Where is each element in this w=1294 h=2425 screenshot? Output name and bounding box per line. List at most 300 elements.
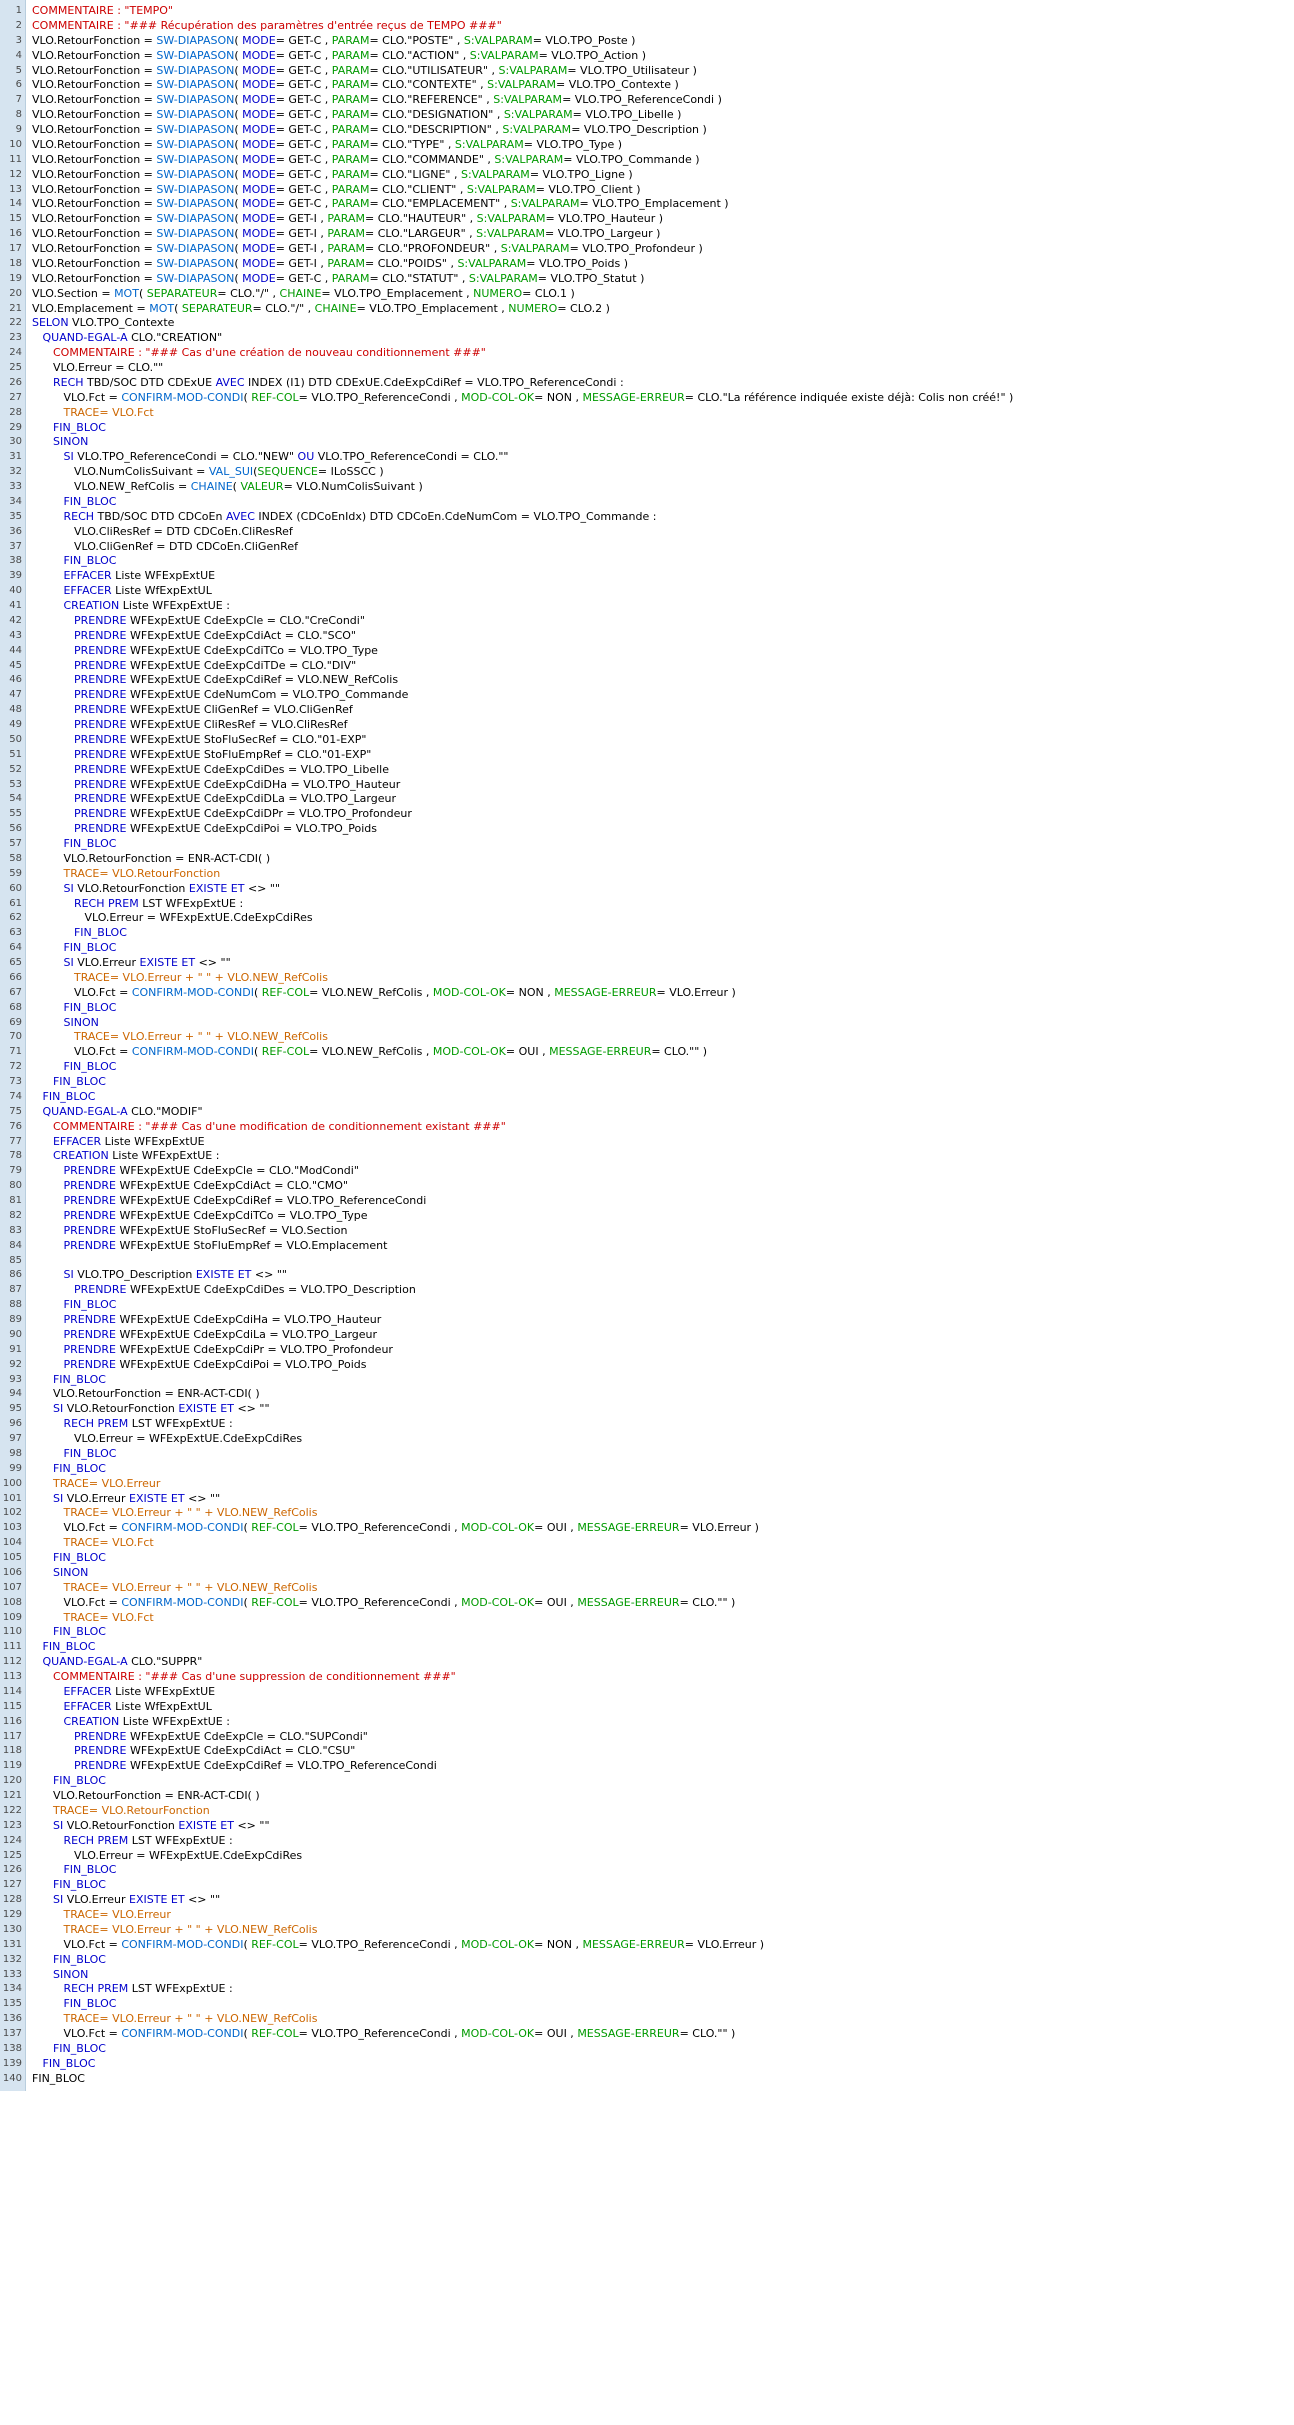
code-line[interactable] bbox=[32, 1432, 1294, 1447]
code-line[interactable] bbox=[32, 168, 1294, 183]
code-line[interactable] bbox=[32, 867, 1294, 882]
code-token-kw: RECH PREM bbox=[63, 1982, 129, 1996]
code-token-pl: VLO.RetourFonction = ENR-ACT-CDI( ) bbox=[32, 851, 271, 865]
code-line[interactable] bbox=[32, 1715, 1294, 1730]
code-token-kw: PRENDRE bbox=[73, 703, 127, 717]
code-line[interactable] bbox=[32, 1640, 1294, 1655]
code-token-pl bbox=[32, 644, 74, 657]
code-line[interactable] bbox=[32, 1120, 1294, 1135]
code-line[interactable] bbox=[32, 450, 1294, 465]
code-line[interactable] bbox=[32, 1254, 1294, 1269]
code-token-fn: SW-DIAPASON bbox=[156, 123, 235, 136]
code-line[interactable] bbox=[32, 316, 1294, 331]
code-line[interactable] bbox=[32, 93, 1294, 108]
code-line[interactable] bbox=[32, 1506, 1294, 1521]
code-line[interactable] bbox=[32, 153, 1294, 168]
code-token-pl bbox=[32, 2057, 43, 2070]
line-number: 80 bbox=[9, 1180, 22, 1192]
code-line[interactable] bbox=[32, 1685, 1294, 1700]
code-token-kw: EFFACER bbox=[63, 1699, 112, 1713]
code-line[interactable] bbox=[32, 986, 1294, 1001]
code-line[interactable] bbox=[32, 1001, 1294, 1016]
code-token-kw: FIN_BLOC bbox=[42, 1089, 96, 1103]
code-token-pl bbox=[32, 1030, 74, 1043]
code-token-kw: SI bbox=[63, 1268, 74, 1282]
code-line[interactable] bbox=[32, 1402, 1294, 1417]
code-line[interactable] bbox=[32, 2012, 1294, 2027]
code-line[interactable] bbox=[32, 2057, 1294, 2072]
code-token-kw: MODE bbox=[242, 256, 276, 270]
code-line[interactable] bbox=[32, 1611, 1294, 1626]
code-line[interactable] bbox=[32, 19, 1294, 34]
code-line[interactable] bbox=[32, 34, 1294, 49]
code-token-par: PARAM bbox=[327, 227, 365, 241]
code-line[interactable] bbox=[32, 1239, 1294, 1254]
code-content[interactable] bbox=[26, 0, 1294, 2091]
line-number: 54 bbox=[9, 793, 22, 805]
code-line[interactable] bbox=[32, 882, 1294, 897]
code-token-kw: MODE bbox=[242, 242, 276, 255]
code-token-kw: SINON bbox=[52, 1967, 89, 1981]
code-line[interactable] bbox=[32, 257, 1294, 272]
code-line[interactable] bbox=[32, 688, 1294, 703]
code-token-par: S:VALPARAM bbox=[476, 212, 546, 226]
code-token-pl bbox=[32, 406, 63, 419]
code-token-pl: <> "" bbox=[184, 1491, 221, 1505]
code-token-par: PARAM bbox=[331, 167, 370, 181]
code-line[interactable] bbox=[32, 406, 1294, 421]
code-token-pl: VLO.Section = bbox=[32, 286, 115, 300]
code-token-kw: MODE bbox=[242, 182, 276, 196]
line-number: 85 bbox=[9, 1254, 22, 1266]
line-number: 23 bbox=[9, 332, 22, 344]
code-token-pl: Liste WFExpExtUE : bbox=[119, 599, 230, 612]
code-line[interactable] bbox=[32, 1209, 1294, 1224]
code-token-pl: ( bbox=[234, 137, 243, 151]
code-token-pl bbox=[32, 1224, 63, 1237]
code-line[interactable] bbox=[32, 1492, 1294, 1507]
code-line[interactable] bbox=[32, 1819, 1294, 1834]
code-token-pl: = VLO.TPO_Profondeur ) bbox=[569, 242, 703, 255]
line-number: 139 bbox=[2, 2057, 22, 2069]
code-token-pl bbox=[32, 1804, 53, 1817]
code-token-kw: SI bbox=[63, 956, 74, 969]
code-line[interactable] bbox=[32, 1893, 1294, 1908]
code-token-pl: WFExpExtUE CdeExpCdiAct = CLO."CMO" bbox=[116, 1179, 348, 1193]
code-token-pl bbox=[32, 1923, 63, 1936]
code-token-kw: MODE bbox=[242, 212, 276, 226]
code-line[interactable] bbox=[32, 435, 1294, 450]
code-token-trc: TRACE= VLO.Erreur + " " + VLO.NEW_RefColis bbox=[73, 1030, 328, 1044]
code-token-pl: VLO.CliGenRef = DTD CDCoEn.CliGenRef bbox=[32, 539, 298, 553]
code-line[interactable] bbox=[32, 1804, 1294, 1819]
code-line[interactable] bbox=[32, 926, 1294, 941]
code-token-pl: ( bbox=[234, 242, 243, 255]
code-line[interactable] bbox=[32, 599, 1294, 614]
code-line[interactable] bbox=[32, 1655, 1294, 1670]
code-token-pl: VLO.RetourFonction = bbox=[32, 152, 157, 166]
line-number: 129 bbox=[2, 1909, 22, 1920]
code-line[interactable] bbox=[32, 346, 1294, 361]
code-token-pl bbox=[32, 569, 63, 582]
code-token-pl: = CLO.2 ) bbox=[557, 301, 610, 315]
code-token-kw: PRENDRE bbox=[73, 628, 127, 642]
code-token-kw: RECH bbox=[63, 509, 95, 523]
code-token-kw: MODE bbox=[242, 227, 276, 241]
code-line[interactable] bbox=[32, 183, 1294, 198]
code-line[interactable] bbox=[32, 1982, 1294, 1997]
code-token-pl bbox=[32, 2042, 53, 2055]
code-token-pl: VLO.Erreur = WFExpExtUE.CdeExpCdiRes bbox=[32, 1848, 303, 1862]
code-line[interactable] bbox=[32, 1759, 1294, 1774]
code-line[interactable] bbox=[32, 1730, 1294, 1745]
code-line[interactable] bbox=[32, 1908, 1294, 1923]
code-line[interactable] bbox=[32, 673, 1294, 688]
code-line[interactable] bbox=[32, 391, 1294, 406]
code-token-pl: WFExpExtUE CdeExpCle = CLO."SUPCondi" bbox=[126, 1729, 368, 1743]
code-token-kw: PRENDRE bbox=[73, 643, 127, 657]
code-token-kw: PRENDRE bbox=[63, 1194, 117, 1207]
code-token-pl bbox=[32, 1239, 63, 1252]
code-line[interactable] bbox=[32, 941, 1294, 956]
line-number: 56 bbox=[9, 823, 22, 835]
code-line[interactable] bbox=[32, 1313, 1294, 1328]
code-line[interactable] bbox=[32, 1447, 1294, 1462]
code-token-pl bbox=[32, 1179, 63, 1192]
code-line[interactable] bbox=[32, 911, 1294, 926]
code-token-par: SEPARATEUR bbox=[146, 286, 218, 300]
code-line[interactable] bbox=[32, 495, 1294, 510]
code-token-pl bbox=[32, 1506, 63, 1519]
code-token-pl: LST WFExpExtUE : bbox=[128, 1833, 233, 1847]
code-line[interactable] bbox=[32, 1596, 1294, 1611]
code-token-pl: TBD/SOC DTD CDCoEn bbox=[94, 509, 226, 523]
code-token-kw: PRENDRE bbox=[73, 1759, 127, 1773]
code-line[interactable] bbox=[32, 1045, 1294, 1060]
code-line[interactable] bbox=[32, 1566, 1294, 1581]
code-line[interactable] bbox=[32, 525, 1294, 540]
code-line[interactable] bbox=[32, 614, 1294, 629]
code-token-pl bbox=[32, 421, 53, 434]
code-token-pl: ( bbox=[174, 301, 182, 315]
code-token-trc: TRACE= VLO.Fct bbox=[63, 1536, 154, 1550]
code-token-pl bbox=[32, 1685, 63, 1698]
code-line[interactable] bbox=[32, 1923, 1294, 1938]
code-token-kw: FIN_BLOC bbox=[42, 2056, 96, 2070]
code-line[interactable] bbox=[32, 1194, 1294, 1209]
code-line[interactable] bbox=[32, 1373, 1294, 1388]
code-line[interactable] bbox=[32, 1149, 1294, 1164]
code-line[interactable] bbox=[32, 569, 1294, 584]
line-number: 68 bbox=[9, 1001, 22, 1013]
code-token-pl bbox=[32, 1090, 43, 1103]
code-token-fn: SW-DIAPASON bbox=[156, 167, 235, 181]
code-line[interactable] bbox=[32, 1179, 1294, 1194]
code-line[interactable] bbox=[32, 1060, 1294, 1075]
code-token-kw: FIN_BLOC bbox=[63, 1000, 117, 1014]
code-line[interactable] bbox=[32, 703, 1294, 718]
line-number: 89 bbox=[9, 1314, 22, 1325]
code-line[interactable] bbox=[32, 837, 1294, 852]
code-line[interactable] bbox=[32, 1298, 1294, 1313]
code-line[interactable] bbox=[32, 227, 1294, 242]
code-line[interactable] bbox=[32, 465, 1294, 480]
line-number: 44 bbox=[9, 644, 22, 656]
code-line[interactable] bbox=[32, 1164, 1294, 1179]
code-line[interactable] bbox=[32, 4, 1294, 19]
code-token-fn: SW-DIAPASON bbox=[156, 48, 235, 62]
code-line[interactable] bbox=[32, 1016, 1294, 1031]
code-line[interactable] bbox=[32, 212, 1294, 227]
code-token-pl: = CLO.1 ) bbox=[522, 286, 575, 300]
code-line[interactable] bbox=[32, 272, 1294, 287]
line-number: 26 bbox=[9, 376, 22, 388]
line-number: 127 bbox=[2, 1879, 22, 1891]
code-line[interactable] bbox=[32, 1477, 1294, 1492]
code-token-kw: PRENDRE bbox=[73, 718, 127, 731]
line-number: 114 bbox=[2, 1685, 22, 1697]
code-line[interactable] bbox=[32, 78, 1294, 93]
code-line[interactable] bbox=[32, 2072, 1294, 2087]
code-token-pl: INDEX (I1) DTD CDExUE.CdeExpCdiRef = VLO.TPO_ReferenceCondi : bbox=[244, 375, 624, 389]
code-line[interactable] bbox=[32, 1283, 1294, 1298]
code-token-par: PARAM bbox=[327, 256, 365, 270]
code-token-pl bbox=[32, 1477, 53, 1490]
code-token-pl: VLO.CliResRef = DTD CDCoEn.CliResRef bbox=[32, 524, 293, 538]
code-token-pl bbox=[32, 1908, 63, 1921]
code-token-pl: VLO.Fct = bbox=[32, 1045, 132, 1059]
code-line[interactable] bbox=[32, 1268, 1294, 1283]
code-line[interactable] bbox=[32, 1030, 1294, 1045]
code-token-pl: = GET-C , bbox=[275, 197, 332, 211]
code-token-kw: SI bbox=[52, 1818, 64, 1832]
code-token-kw: QUAND-EGAL-A bbox=[42, 1104, 128, 1118]
code-token-fn: CONFIRM-MOD-CONDI bbox=[121, 390, 244, 404]
code-token-kw: PRENDRE bbox=[63, 1327, 117, 1341]
code-token-pl: VLO.RetourFonction = bbox=[32, 197, 157, 211]
code-token-pl: ( bbox=[234, 271, 243, 285]
code-line[interactable] bbox=[32, 1417, 1294, 1432]
code-line[interactable] bbox=[32, 733, 1294, 748]
code-line[interactable] bbox=[32, 748, 1294, 763]
code-line[interactable] bbox=[32, 1863, 1294, 1878]
code-line[interactable] bbox=[32, 1581, 1294, 1596]
code-line[interactable] bbox=[32, 421, 1294, 436]
line-number: 25 bbox=[9, 362, 22, 373]
line-number: 98 bbox=[9, 1447, 22, 1459]
code-token-pl: VLO.Erreur = CLO."" bbox=[32, 361, 164, 374]
code-token-kw: PRENDRE bbox=[73, 747, 127, 761]
code-line[interactable] bbox=[32, 659, 1294, 674]
code-line[interactable] bbox=[32, 1090, 1294, 1105]
code-line[interactable] bbox=[32, 1968, 1294, 1983]
code-token-kw: EXISTE ET bbox=[178, 1402, 234, 1416]
code-line[interactable] bbox=[32, 956, 1294, 971]
code-line[interactable] bbox=[32, 1625, 1294, 1640]
line-number: 106 bbox=[2, 1566, 22, 1578]
code-line[interactable] bbox=[32, 49, 1294, 64]
code-line[interactable] bbox=[32, 1744, 1294, 1759]
code-token-kw: SELON bbox=[32, 316, 69, 330]
code-token-pl: = VLO.TPO_Contexte ) bbox=[555, 78, 679, 92]
code-line[interactable] bbox=[32, 197, 1294, 212]
code-line[interactable] bbox=[32, 1997, 1294, 2012]
code-line[interactable] bbox=[32, 1462, 1294, 1477]
code-token-kw: MODE bbox=[242, 167, 276, 181]
code-line[interactable] bbox=[32, 540, 1294, 555]
code-token-pl bbox=[32, 1715, 63, 1728]
line-number: 134 bbox=[2, 1983, 22, 1995]
code-line[interactable] bbox=[32, 1358, 1294, 1373]
code-line[interactable] bbox=[32, 510, 1294, 525]
code-token-pl bbox=[32, 450, 63, 463]
line-number: 124 bbox=[2, 1834, 22, 1846]
code-token-pl: = CLO."HAUTEUR" , bbox=[365, 212, 477, 226]
code-token-par: CHAINE bbox=[279, 286, 322, 300]
code-line[interactable] bbox=[32, 1387, 1294, 1402]
code-token-pl bbox=[32, 1774, 53, 1787]
line-number: 131 bbox=[2, 1938, 22, 1950]
code-token-fn: SW-DIAPASON bbox=[156, 78, 235, 92]
code-token-par: S:VALPARAM bbox=[476, 227, 546, 241]
code-token-pl: = GET-I , bbox=[275, 212, 328, 226]
code-line[interactable] bbox=[32, 2042, 1294, 2057]
code-line[interactable] bbox=[32, 1670, 1294, 1685]
code-token-pl: WFExpExtUE CdeExpCdiTCo = VLO.TPO_Type bbox=[116, 1208, 368, 1222]
code-line[interactable] bbox=[32, 302, 1294, 317]
code-token-pl: = GET-C , bbox=[275, 167, 332, 181]
code-token-pl bbox=[32, 688, 74, 701]
code-token-par: MESSAGE-ERREUR bbox=[577, 1521, 680, 1535]
code-token-pl: = CLO."LARGEUR" , bbox=[365, 227, 477, 241]
code-token-pl: ( bbox=[234, 152, 243, 166]
code-line[interactable] bbox=[32, 629, 1294, 644]
code-token-pl: VLO.TPO_ReferenceCondi = CLO."" bbox=[314, 450, 509, 464]
line-number: 126 bbox=[2, 1864, 22, 1876]
code-token-pl bbox=[32, 882, 63, 895]
code-line[interactable] bbox=[32, 1536, 1294, 1551]
code-token-pl: VLO.RetourFonction = ENR-ACT-CDI( ) bbox=[32, 1789, 260, 1802]
code-token-pl bbox=[32, 1492, 53, 1505]
code-line[interactable] bbox=[32, 1075, 1294, 1090]
code-line[interactable] bbox=[32, 554, 1294, 569]
code-line[interactable] bbox=[32, 1521, 1294, 1536]
code-token-pl bbox=[32, 1997, 63, 2010]
code-line[interactable] bbox=[32, 1849, 1294, 1864]
code-token-pl bbox=[32, 822, 74, 835]
code-token-par: REF-COL bbox=[251, 1595, 299, 1609]
code-token-kw: EXISTE ET bbox=[188, 881, 245, 895]
code-token-pl: = CLO."TYPE" , bbox=[369, 137, 455, 151]
code-token-fn: CONFIRM-MOD-CONDI bbox=[121, 1937, 244, 1951]
code-line[interactable] bbox=[32, 1105, 1294, 1120]
code-line[interactable] bbox=[32, 584, 1294, 599]
code-token-pl: WFExpExtUE CdeExpCdiAct = CLO."SCO" bbox=[126, 628, 356, 642]
code-line[interactable] bbox=[32, 1878, 1294, 1893]
code-line[interactable] bbox=[32, 792, 1294, 807]
code-line[interactable] bbox=[32, 1834, 1294, 1849]
code-token-par: REF-COL bbox=[251, 390, 299, 404]
code-token-kw: PRENDRE bbox=[73, 732, 127, 746]
code-token-fn: CHAINE bbox=[190, 480, 233, 493]
code-token-kw: FIN_BLOC bbox=[52, 1952, 106, 1966]
code-line[interactable] bbox=[32, 1135, 1294, 1150]
code-token-cmt: COMMENTAIRE : "### Cas d'une modification de conditionnement existant ###" bbox=[52, 1119, 506, 1133]
code-line[interactable] bbox=[32, 1224, 1294, 1239]
code-token-pl: WFExpExtUE CdeExpCdiHa = VLO.TPO_Hauteur bbox=[116, 1313, 382, 1326]
code-token-kw: PRENDRE bbox=[63, 1223, 117, 1237]
code-token-fn: SW-DIAPASON bbox=[156, 182, 235, 196]
code-line[interactable] bbox=[32, 242, 1294, 257]
code-token-par: MOD-COL-OK bbox=[461, 1595, 535, 1609]
code-line[interactable] bbox=[32, 2027, 1294, 2042]
line-number: 105 bbox=[2, 1552, 22, 1563]
code-token-pl bbox=[32, 971, 74, 984]
code-line[interactable] bbox=[32, 763, 1294, 778]
code-line[interactable] bbox=[32, 108, 1294, 123]
code-token-pl: ( bbox=[234, 212, 243, 226]
code-token-kw: FIN_BLOC bbox=[63, 1060, 117, 1074]
code-line[interactable] bbox=[32, 644, 1294, 659]
line-number: 50 bbox=[9, 733, 22, 745]
code-token-kw: PRENDRE bbox=[73, 688, 127, 702]
code-token-pl bbox=[32, 1551, 53, 1564]
code-line[interactable] bbox=[32, 807, 1294, 822]
code-token-kw: EFFACER bbox=[63, 584, 112, 598]
code-line[interactable] bbox=[32, 718, 1294, 733]
code-line[interactable] bbox=[32, 1789, 1294, 1804]
code-token-kw: MODE bbox=[242, 33, 276, 47]
code-line[interactable] bbox=[32, 1700, 1294, 1715]
code-token-pl: VLO.TPO_Contexte bbox=[68, 316, 175, 330]
code-line[interactable] bbox=[32, 123, 1294, 138]
code-token-kw: CREATION bbox=[63, 599, 120, 612]
code-line[interactable] bbox=[32, 897, 1294, 912]
code-token-pl: WFExpExtUE StoFluSecRef = CLO."01-EXP" bbox=[126, 732, 367, 746]
code-line[interactable] bbox=[32, 361, 1294, 376]
code-token-pl: WFExpExtUE CdeNumCom = VLO.TPO_Commande bbox=[126, 688, 409, 702]
code-line[interactable] bbox=[32, 480, 1294, 495]
code-token-par: PARAM bbox=[331, 108, 370, 122]
code-token-par: S:VALPARAM bbox=[468, 271, 538, 285]
code-line[interactable] bbox=[32, 1938, 1294, 1953]
code-token-par: S:VALPARAM bbox=[510, 197, 580, 211]
line-number: 62 bbox=[9, 912, 22, 924]
code-line[interactable] bbox=[32, 287, 1294, 302]
code-line[interactable] bbox=[32, 1328, 1294, 1343]
code-line[interactable] bbox=[32, 1774, 1294, 1789]
code-token-pl: = GET-I , bbox=[275, 242, 328, 255]
code-line[interactable] bbox=[32, 64, 1294, 79]
code-token-pl bbox=[32, 778, 74, 791]
code-line[interactable] bbox=[32, 331, 1294, 346]
code-line[interactable] bbox=[32, 852, 1294, 867]
line-number: 59 bbox=[9, 867, 22, 879]
code-line[interactable] bbox=[32, 1953, 1294, 1968]
code-line[interactable] bbox=[32, 1551, 1294, 1566]
code-line[interactable] bbox=[32, 778, 1294, 793]
line-number: 11 bbox=[9, 153, 22, 165]
code-token-pl: = VLO.TPO_Statut ) bbox=[537, 271, 645, 285]
line-number: 22 bbox=[9, 317, 22, 329]
code-line[interactable] bbox=[32, 822, 1294, 837]
code-token-pl: = VLO.TPO_Client ) bbox=[535, 182, 641, 196]
code-token-pl: = VLO.TPO_Utilisateur ) bbox=[567, 63, 697, 77]
code-line[interactable] bbox=[32, 138, 1294, 153]
code-line[interactable] bbox=[32, 376, 1294, 391]
code-line[interactable] bbox=[32, 1343, 1294, 1358]
code-line[interactable] bbox=[32, 971, 1294, 986]
